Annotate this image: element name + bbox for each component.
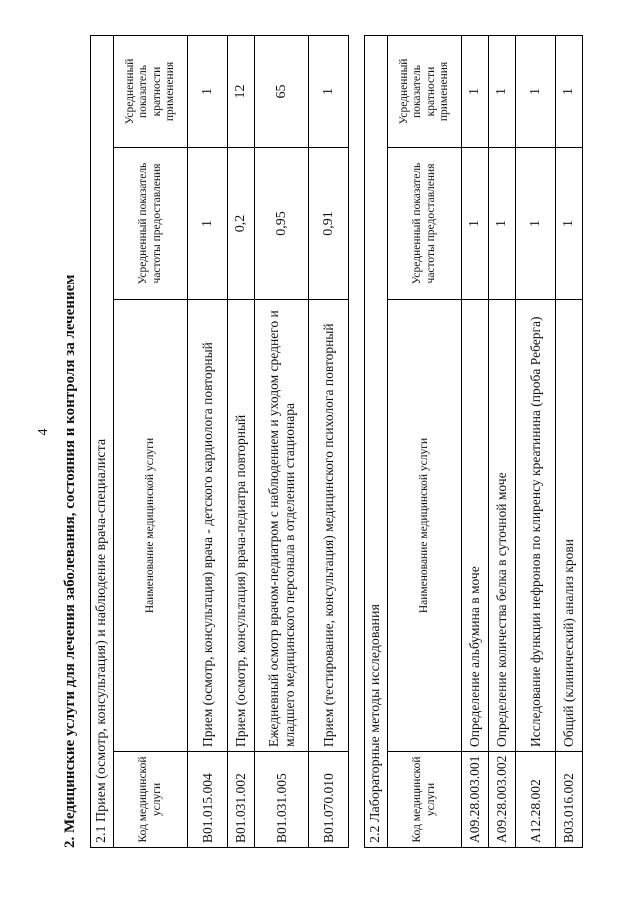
column-header-code: Код медицинской услуги bbox=[388, 752, 462, 848]
multiplicity-value: 1 bbox=[489, 35, 516, 147]
service-name: Определение количества белка в суточной моче bbox=[489, 300, 516, 752]
table-laboratory-methods bbox=[364, 35, 583, 848]
service-name: Ежедневный осмотр врачом-педиатром с наблюдением и уходом среднего и младшего медицинского персонала в отделении стационара bbox=[255, 300, 309, 752]
service-code: A12.28.002 bbox=[516, 752, 556, 848]
page-number: 4 bbox=[36, 428, 51, 436]
table-title: 2.1 Прием (осмотр, консультация) и наблюдение врача-специалиста bbox=[91, 35, 114, 847]
service-code: B01.031.005 bbox=[255, 752, 309, 848]
table-title: 2.2 Лабораторные методы исследования bbox=[365, 35, 388, 847]
multiplicity-value: 12 bbox=[228, 35, 255, 147]
service-name: Общий (клинический) анализ крови bbox=[556, 300, 583, 752]
service-code: B03.016.002 bbox=[556, 752, 583, 848]
table-row bbox=[309, 35, 349, 847]
multiplicity-value: 1 bbox=[462, 35, 489, 147]
multiplicity-value: 65 bbox=[255, 35, 309, 147]
service-name: Прием (осмотр, консультация) врача-педиатра повторный bbox=[228, 300, 255, 752]
frequency-value: 0,95 bbox=[255, 148, 309, 300]
column-header-frequency: Усредненный показатель частоты предоставления bbox=[114, 148, 188, 300]
table-row bbox=[489, 35, 516, 847]
multiplicity-value: 1 bbox=[188, 35, 228, 147]
service-name: Прием (тестирование, консультация) медицинского психолога повторный bbox=[309, 300, 349, 752]
frequency-value: 1 bbox=[489, 148, 516, 300]
column-header-name: Наименование медицинской услуги bbox=[388, 300, 462, 752]
service-name: Исследование функции нефронов по клиренсу креатинина (проба Реберга) bbox=[516, 300, 556, 752]
table-row bbox=[462, 35, 489, 847]
column-header-frequency: Усредненный показатель частоты предоставления bbox=[388, 148, 462, 300]
table-row bbox=[556, 35, 583, 847]
frequency-value: 1 bbox=[556, 148, 583, 300]
service-code: B01.031.002 bbox=[228, 752, 255, 848]
column-header-code: Код медицинской услуги bbox=[114, 752, 188, 848]
service-code: A09.28.003.001 bbox=[462, 752, 489, 848]
service-name: Определение альбумина в моче bbox=[462, 300, 489, 752]
table-row bbox=[228, 35, 255, 847]
document-content bbox=[60, 28, 620, 848]
column-header-multiplicity: Усредненный показатель кратности применения bbox=[388, 35, 462, 147]
table-row bbox=[255, 35, 309, 847]
multiplicity-value: 1 bbox=[556, 35, 583, 147]
column-header-name: Наименование медицинской услуги bbox=[114, 300, 188, 752]
frequency-value: 0,2 bbox=[228, 148, 255, 300]
service-code: A09.28.003.002 bbox=[489, 752, 516, 848]
multiplicity-value: 1 bbox=[309, 35, 349, 147]
column-header-multiplicity: Усредненный показатель кратности применения bbox=[114, 35, 188, 147]
frequency-value: 0,91 bbox=[309, 148, 349, 300]
service-name: Прием (осмотр, консультация) врача - детского кардиолога повторный bbox=[188, 300, 228, 752]
table-specialist-visits bbox=[90, 35, 349, 848]
table-row bbox=[516, 35, 556, 847]
frequency-value: 1 bbox=[188, 148, 228, 300]
service-code: B01.070.010 bbox=[309, 752, 349, 848]
multiplicity-value: 1 bbox=[516, 35, 556, 147]
frequency-value: 1 bbox=[516, 148, 556, 300]
frequency-value: 1 bbox=[462, 148, 489, 300]
table-row bbox=[188, 35, 228, 847]
section-heading: 2. Медицинские услуги для лечения заболевания, состояния и контроля за лечением bbox=[62, 274, 78, 848]
service-code: B01.015.004 bbox=[188, 752, 228, 848]
